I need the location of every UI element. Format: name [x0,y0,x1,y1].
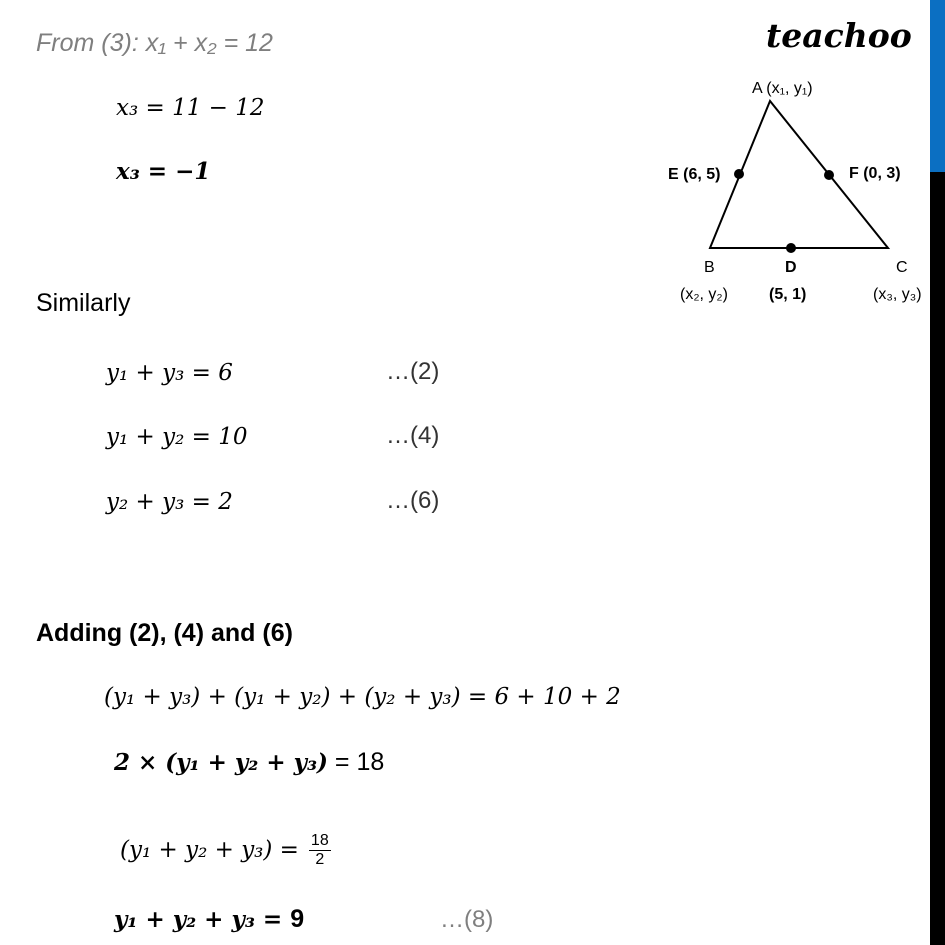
final-rhs: 9 [290,905,305,933]
fraction [309,832,331,869]
equation-2: y₁ + y₃ = 6 [106,360,233,386]
label-c: C [896,259,908,276]
from-3-line: From (3): x₁ + x₂ = 12 [36,29,273,57]
x3-result: x₃ = −1 [116,158,211,185]
teachoo-logo: teachoo [766,16,912,55]
equation-4-ref: …(4) [386,422,440,449]
sum-equation: (y₁ + y₃) + (y₁ + y₂) + (y₂ + y₃) = 6 + 10 + 2 [104,684,621,710]
equation-6: y₂ + y₃ = 2 [106,489,233,515]
point-e [734,169,744,179]
label-b: B [704,259,715,276]
point-d [786,243,796,253]
fraction-denominator: 2 [315,851,325,868]
label-b-coords: (x₂, y₂) [680,286,728,303]
label-c-coords: (x₃, y₃) [873,286,922,303]
fraction-numerator: 18 [310,832,329,849]
equation-6-ref: …(6) [386,487,440,514]
label-f: F (0, 3) [849,165,901,182]
division-equation [120,832,331,869]
label-a: A (x₁, y₁) [752,80,813,97]
equation-2-ref: …(2) [386,358,440,385]
triangle-diagram [640,70,935,310]
adding-heading: Adding (2), (4) and (6) [36,619,293,647]
final-ref: …(8) [440,906,494,933]
double-lhs: 2 × (y₁ + y₂ + y₃) [114,749,328,776]
division-lhs: (y₁ + y₂ + y₃) = [120,837,299,864]
label-d-coords: (5, 1) [769,286,807,303]
double-rhs: = 18 [327,748,385,776]
x3-equation: x₃ = 11 − 12 [116,95,265,121]
point-f [824,170,834,180]
final-equation [114,904,304,935]
double-equation [114,747,384,778]
label-e: E (6, 5) [668,166,721,183]
final-lhs: y₁ + y₂ + y₃ = [114,906,291,933]
equation-4: y₁ + y₂ = 10 [106,424,248,450]
label-d: D [785,259,797,276]
similarly-label: Similarly [36,289,131,317]
